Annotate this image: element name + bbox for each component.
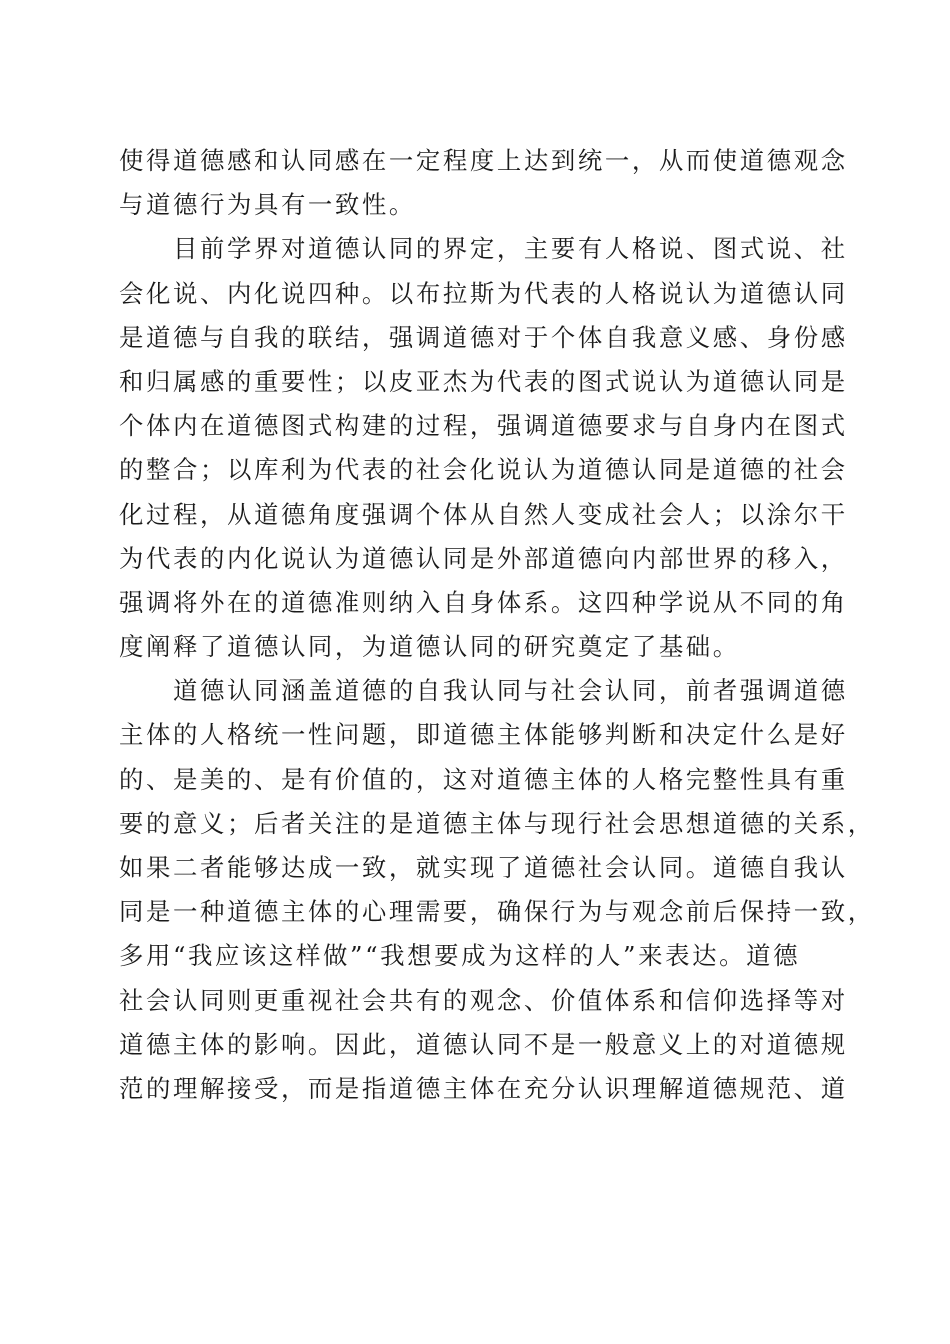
text-line: 如果二者能够达成一致，就实现了道德社会认同。道德自我认 [119,853,848,882]
text-line: 主体的人格统一性问题，即道德主体能够判断和决定什么是好 [119,720,848,750]
text-line: 和归属感的重要性；以皮亚杰为代表的图式说认为道德认同是 [119,366,848,396]
text-line: 范的理解接受，而是指道德主体在充分认识理解道德规范、道 [119,1073,848,1103]
text-line: 社会认同则更重视社会共有的观念、价值体系和信仰选择等对 [119,985,848,1015]
text-line: 的、是美的、是有价值的，这对道德主体的人格完整性具有重 [119,764,848,794]
text-line: 多用“我应该这样做”“我想要成为这样的人”来表达。道德 [119,941,801,971]
text-line: 使得道德感和认同感在一定程度上达到统一，从而使道德观念 [119,146,848,175]
text-line: 会化说、内化说四种。以布拉斯为代表的人格说认为道德认同 [119,278,848,308]
text-line: 个体内在道德图式构建的过程，强调道德要求与自身内在图式 [119,411,848,441]
text-line: 同是一种道德主体的心理需要，确保行为与观念前后保持一致， [119,897,875,927]
text-line: 的整合；以库利为代表的社会化说认为道德认同是道德的社会 [119,455,848,485]
text-line: 化过程，从道德角度强调个体从自然人变成社会人；以涂尔干 [119,499,848,529]
paragraph-start-line: 道德认同涵盖道德的自我认同与社会认同，前者强调道德 [173,676,848,706]
text-line: 道德主体的影响。因此，道德认同不是一般意义上的对道德规 [119,1029,848,1059]
text-line: 为代表的内化说认为道德认同是外部道德向内部世界的移入， [119,543,848,573]
text-line: 强调将外在的道德准则纳入自身体系。这四种学说从不同的角 [119,587,848,617]
paragraph-start-line: 目前学界对道德认同的界定，主要有人格说、图式说、社 [173,234,848,264]
text-line: 是道德与自我的联结，强调道德对于个体自我意义感、身份感 [119,322,848,352]
body-text [119,139,875,1111]
text-line: 度阐释了道德认同，为道德认同的研究奠定了基础。 [119,632,740,662]
text-line: 与道德行为具有一致性。 [119,190,416,220]
text-line: 要的意义；后者关注的是道德主体与现行社会思想道德的关系， [119,808,875,838]
